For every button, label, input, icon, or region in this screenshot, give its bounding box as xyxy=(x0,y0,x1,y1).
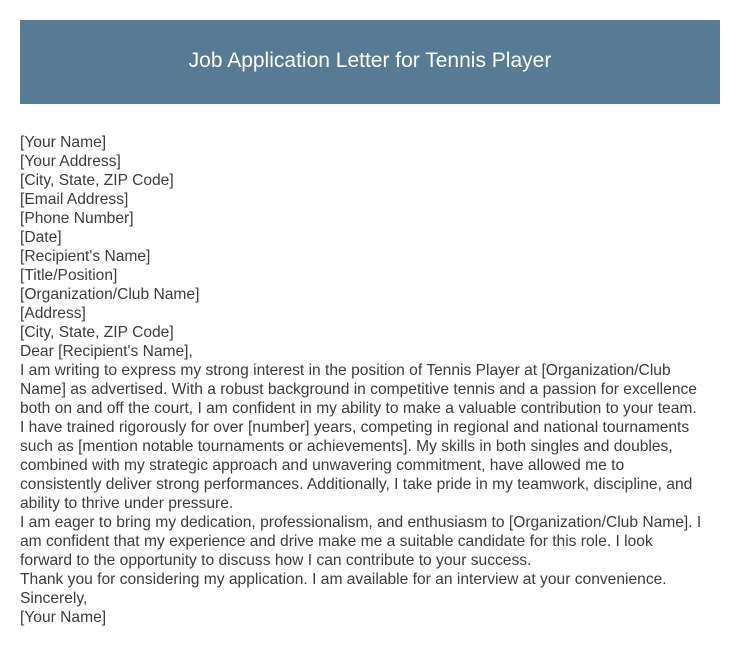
closing: Sincerely, xyxy=(20,590,88,607)
recipient-organization: [Organization/Club Name] xyxy=(20,286,200,303)
sender-city-state-zip: [City, State, ZIP Code] xyxy=(20,172,174,189)
paragraph-1 xyxy=(20,361,730,513)
paragraph-line: ability to thrive under pressure. xyxy=(20,495,234,512)
signature: [Your Name] xyxy=(20,609,107,626)
paragraph-line: am confident that my experience and drive make me a suitable candidate for this role. I look xyxy=(20,533,653,550)
recipient-address: [Address] xyxy=(20,305,86,322)
sender-email: [Email Address] xyxy=(20,191,129,208)
sender-block xyxy=(20,133,730,228)
page-header xyxy=(20,20,720,104)
sender-phone: [Phone Number] xyxy=(20,210,134,227)
paragraph-line: such as [mention notable tournaments or achievements]. My skills in both singles and doubles, xyxy=(20,438,673,455)
letter-date: [Date] xyxy=(20,229,62,246)
recipient-block xyxy=(20,247,730,342)
paragraph-line: combined with my strategic approach and unwavering commitment, have allowed me to xyxy=(20,457,625,474)
paragraph-line: consistently deliver strong performances. Additionally, I take pride in my teamwork, discipline, and xyxy=(20,476,693,493)
page-title: Job Application Letter for Tennis Player xyxy=(188,49,552,72)
paragraph-3: Thank you for considering my application. I am available for an interview at your convenience. xyxy=(20,571,667,588)
recipient-title: [Title/Position] xyxy=(20,267,118,284)
recipient-city-state-zip: [City, State, ZIP Code] xyxy=(20,324,174,341)
paragraph-2 xyxy=(20,513,730,570)
salutation: Dear [Recipient's Name], xyxy=(20,343,193,360)
paragraph-line: forward to the opportunity to discuss how I can contribute to your success. xyxy=(20,552,532,569)
paragraph-line: I have trained rigorously for over [number] years, competing in regional and national tournaments xyxy=(20,419,690,436)
paragraph-line: both on and off the court, I am confident in my ability to make a valuable contribution to your team. xyxy=(20,400,697,417)
paragraph-line: I am eager to bring my dedication, professionalism, and enthusiasm to [Organization/Club Name]. I xyxy=(20,514,702,531)
letter-body xyxy=(20,133,730,627)
paragraph-line: Name] as advertised. With a robust background in competitive tennis and a passion for excellence xyxy=(20,381,697,398)
recipient-name: [Recipient's Name] xyxy=(20,248,151,265)
paragraph-line: I am writing to express my strong interest in the position of Tennis Player at [Organization/Club xyxy=(20,362,671,379)
sender-address: [Your Address] xyxy=(20,153,121,170)
sender-name: [Your Name] xyxy=(20,134,107,151)
